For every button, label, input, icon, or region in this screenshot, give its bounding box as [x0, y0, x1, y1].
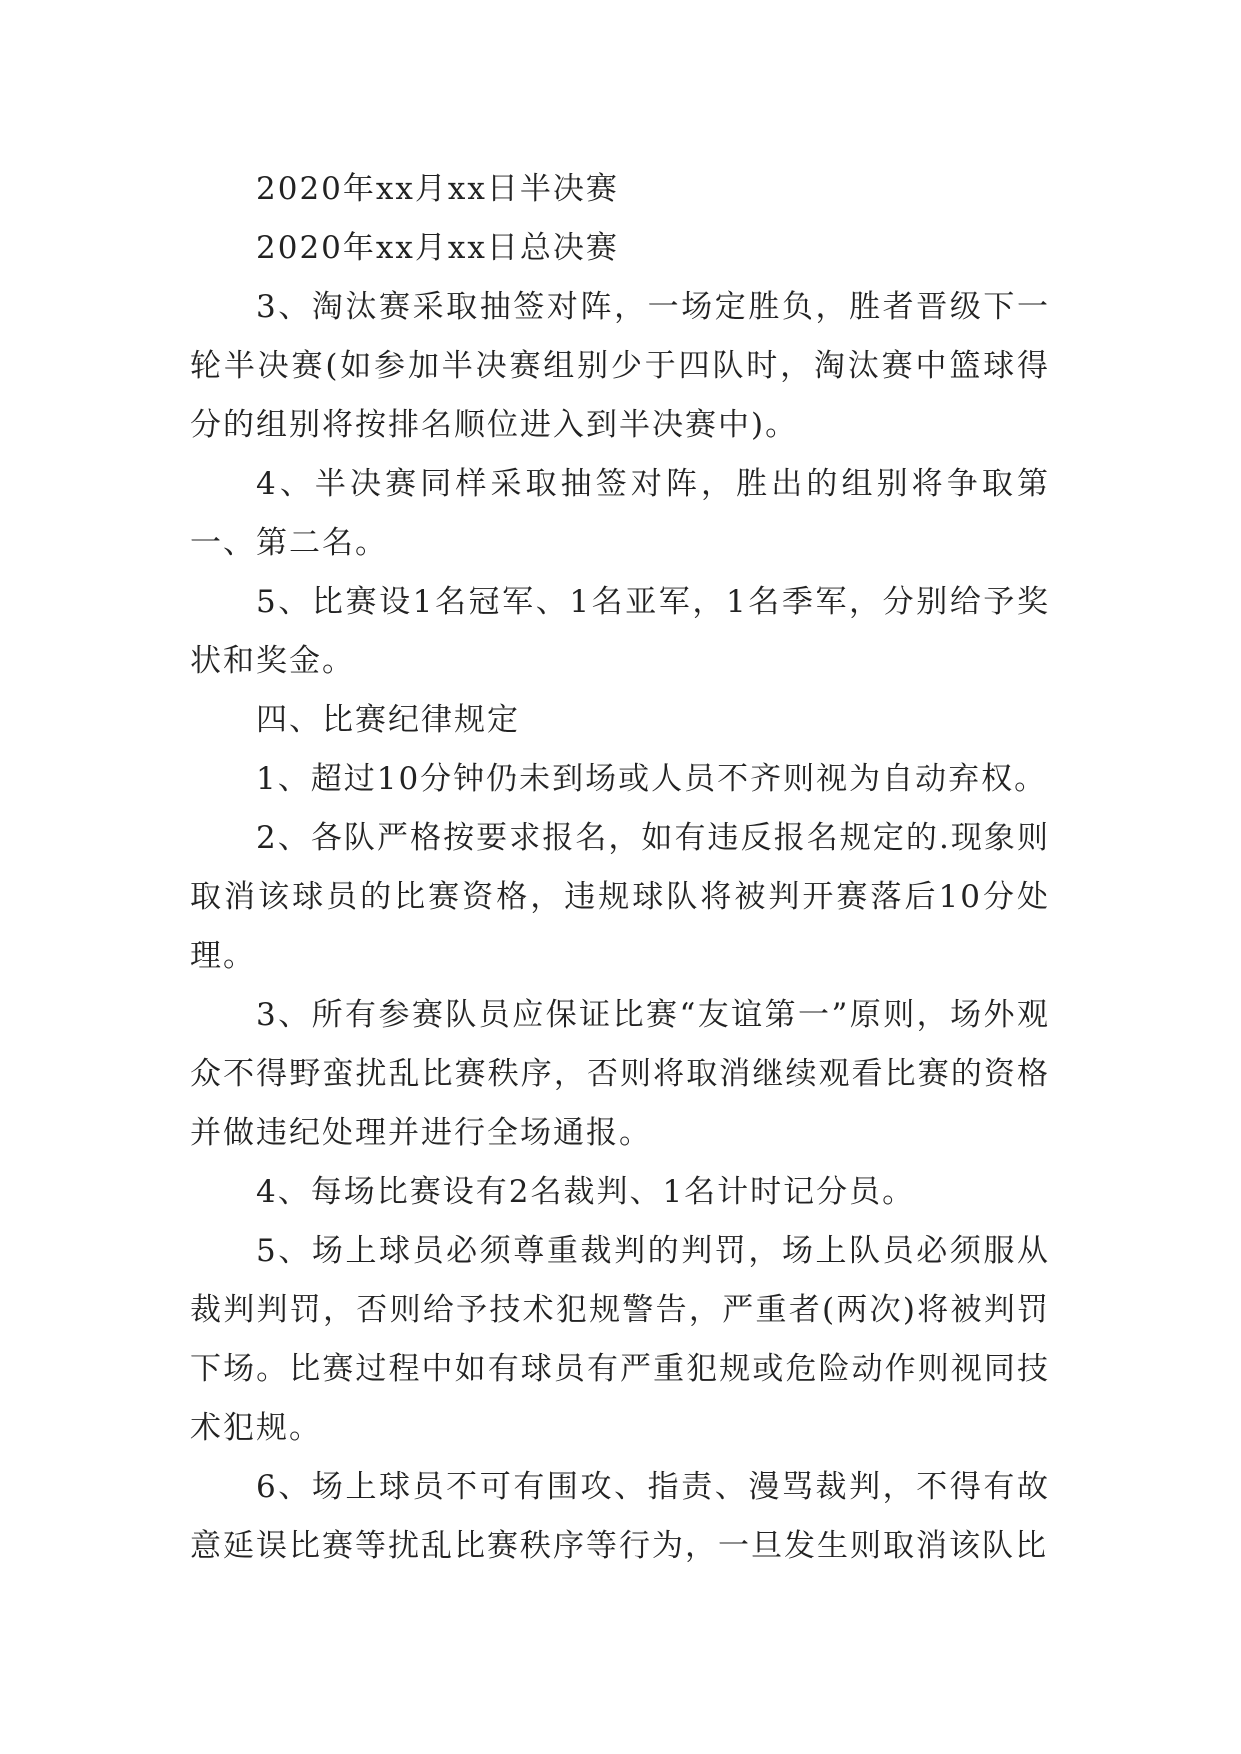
- paragraph-rule-awards: 5、比赛设1名冠军、1名亚军，1名季军，分别给予奖状和奖金。: [190, 584, 1050, 679]
- paragraph-discipline-2: 2、各队严格按要求报名，如有违反报名规定的.现象则取消该球员的比赛资格，违规球队将被判开赛落后10分处理。: [190, 820, 1050, 974]
- paragraph-rule-knockout: 3、淘汰赛采取抽签对阵，一场定胜负，胜者晋级下一轮半决赛(如参加半决赛组别少于四队时，淘汰赛中篮球得分的组别将按排名顺位进入到半决赛中)。: [190, 289, 1050, 443]
- paragraph-date-semifinal: 2020年xx月xx日半决赛: [256, 171, 619, 207]
- paragraph-discipline-1: 1、超过10分钟仍未到场或人员不齐则视为自动弃权。: [256, 761, 1048, 797]
- paragraph-rule-semifinal: 4、半决赛同样采取抽签对阵，胜出的组别将争取第一、第二名。: [190, 466, 1050, 561]
- paragraph-discipline-3: 3、所有参赛队员应保证比赛“友谊第一”原则，场外观众不得野蛮扰乱比赛秩序，否则将取消继续观看比赛的资格并做违纪处理并进行全场通报。: [190, 997, 1050, 1151]
- paragraph-discipline-4: 4、每场比赛设有2名裁判、1名计时记分员。: [256, 1174, 916, 1210]
- paragraph-discipline-6: 6、场上球员不可有围攻、指责、漫骂裁判，不得有故意延误比赛等扰乱比赛秩序等行为，一旦发生则取消该队比: [190, 1469, 1050, 1564]
- paragraph-discipline-5: 5、场上球员必须尊重裁判的判罚，场上队员必须服从裁判判罚，否则给予技术犯规警告，严重者(两次)将被判罚下场。比赛过程中如有球员有严重犯规或危险动作则视同技术犯规。: [190, 1233, 1050, 1446]
- document-body: [190, 160, 1050, 1576]
- section-heading-discipline: 四、比赛纪律规定: [256, 702, 520, 738]
- paragraph-date-final: 2020年xx月xx日总决赛: [256, 230, 619, 266]
